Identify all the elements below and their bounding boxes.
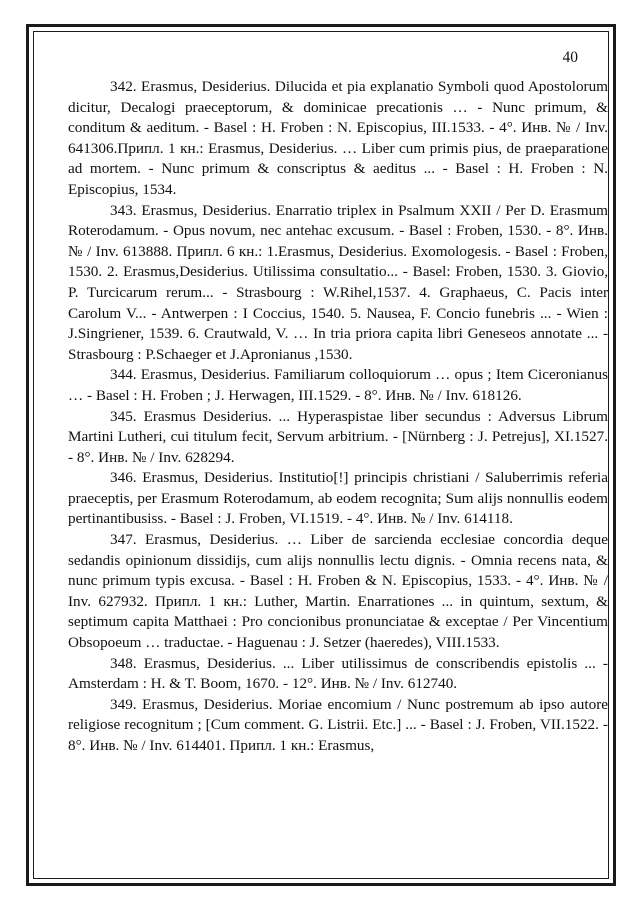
catalog-entry: 343. Erasmus, Desiderius. Enarratio triplex in Psalmum XXII / Per D. Erasmum Roterodamum. - Opus novum, nec antehac excusum. - Basel : Froben, 1530. - 8°. Инв. № / Inv. 613888. Припл. 6 кн.: 1.Erasmus, Desiderius. Exomologesis. - Basel : Froben, 1530. 2. Erasmus,Desiderius. Utilissima consultatio... - Basel: Froben, 1530. 3. Giovio, P. Turcicarum rerum... - Strasbourg : W.Rihel,1537. 4. Graphaeus, C. Pacis inter Carolum V... - Antwerpen : I Coccius, 1540. 5. Nausea, F. Concio funebris ... - Wien : J.Singriener, 1539. 6. Crautwald, V. … In tria priora capita libri Geneseos annotate ... - Strasbourg : P.Schaeger et J.Apronianus ,1530.	[68, 201, 608, 363]
catalog-entry: 345. Erasmus Desiderius. ... Hyperaspistae liber secundus : Adversus Librum Martini Lutheri, cui titulum fecit, Servum arbitrium. - [Nürnberg : J. Petrejus], XI.1527. - 8°. Инв. № / Inv. 628294.	[68, 407, 608, 466]
catalog-entry: 347. Erasmus, Desiderius. … Liber de sarcienda ecclesiae concordia deque sedandis opinionum dissidijs, cum alijs nonnullis lectu dignis. - Omnia recens nata, & nunc primum typis excusa. - Basel : H. Froben & N. Episcopius, 1533. - 4°. Инв. № / Inv. 627932. Припл. 1 кн.: Luther, Martin. Enarrationes ... in quintum, sextum, & septimum capita Matthaei : Pro concionibus pronunciatae & exceptae / Per Vincentium Obsopoeum … traductae. - Haguenau : J. Setzer (haeredes), VIII.1533.	[68, 531, 608, 652]
page-number: 40	[562, 49, 578, 66]
catalog-entry: 344. Erasmus, Desiderius. Familiarum colloquiorum … opus ; Item Ciceronianus … - Basel : H. Froben ; J. Herwagen, III.1529. - 8°. Инв. № / Inv. 618126.	[68, 366, 608, 404]
catalog-entry: 349. Erasmus, Desiderius. Moriae encomium / Nunc postremum ab ipso autore religiose recognitum ; [Cum comment. G. Listrii. Etc.] ... - Basel : J. Froben, VII.1522. - 8°. Инв. № / Inv. 614401. Припл. 1 кн.: Erasmus,	[68, 695, 608, 754]
catalog-entry: 348. Erasmus, Desiderius. ... Liber utilissimus de conscribendis epistolis ... - Amsterdam : H. & T. Boom, 1670. - 12°. Инв. № / Inv. 612740.	[68, 654, 608, 693]
catalog-entry: 346. Erasmus, Desiderius. Institutio[!] principis christiani / Saluberrimis referia praeceptis, per Erasmum Roterodamum, ab eodem recognita; Sum alijs nonnullis eodem pertinantibusiss. - Basel : J. Froben, VI.1519. - 4°. Инв. № / Inv. 614118.	[68, 469, 608, 528]
catalog-entries	[68, 77, 608, 757]
page-inner-border	[33, 31, 609, 879]
catalog-entry: 342. Erasmus, Desiderius. Dilucida et pia explanatio Symboli quod Apostolorum dicitur, Decalogi praeceptorum, & dominicae precationis … - Nunc primum, & conditum & aeditum. - Basel : H. Froben : N. Episcopius, III.1533. - 4°. Инв. № / Inv. 641306.Припл. 1 кн.: Erasmus, Desiderius. … Liber cum primis pius, de praeparatione ad mortem. - Nunc primum & conscriptus & aeditus ... - Basel : H. Froben : N. Episcopius, 1534.	[68, 78, 608, 198]
page-border	[26, 24, 616, 886]
